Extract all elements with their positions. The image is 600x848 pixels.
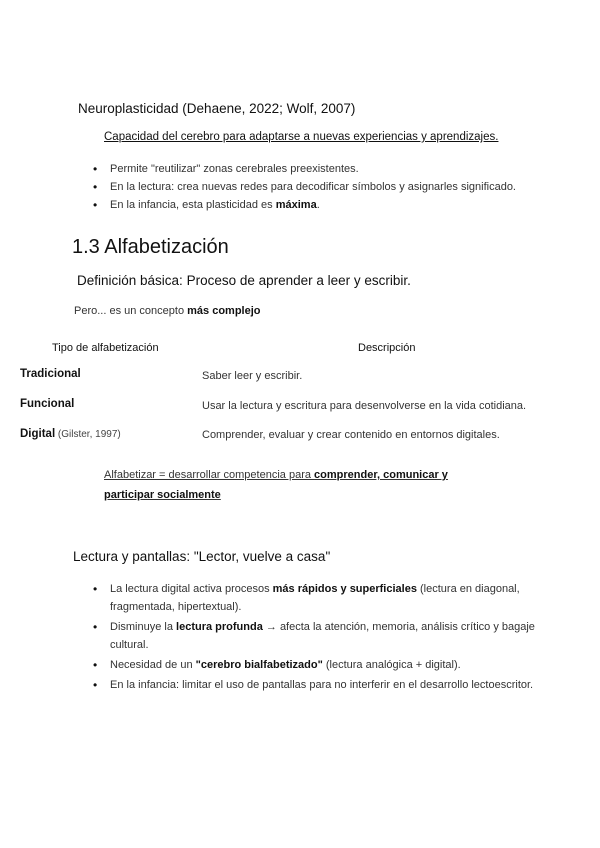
alfabetizar-note [104, 465, 484, 505]
emphasis-text: más complejo [187, 305, 261, 317]
list-item-text: Disminuye la [110, 621, 177, 633]
screens-list [90, 580, 540, 696]
screens-heading: Lectura y pantallas: "Lector, vuelve a casa" [73, 549, 331, 564]
list-item: • En la lectura: crea nuevas redes para decodificar símbolos y asignarles significado. [90, 178, 560, 196]
neuroplasticity-list [90, 160, 560, 214]
list-item-text: En la infancia, esta plasticidad es [110, 199, 276, 211]
list-item [90, 656, 540, 674]
type-label: Digital [20, 428, 56, 440]
note-text: Alfabetizar = desarrollar competencia para [104, 469, 315, 481]
list-item-text: (lectura analógica + digital). [322, 659, 461, 671]
emphasis-text: lectura profunda [176, 621, 263, 633]
list-item: • Permite "reutilizar" zonas cerebrales preexistentes. [90, 160, 560, 178]
section-heading: 1.3 Alfabetización [72, 236, 229, 258]
table-header-description: Descripción [358, 342, 416, 354]
table-row-description: Usar la lectura y escritura para desenvolverse en la vida cotidiana. [202, 400, 527, 412]
table-row-description: Comprender, evaluar y crear contenido en entornos digitales. [202, 429, 500, 441]
list-item-text: (lectura en diagonal, fragmentada, hipertextual). [110, 583, 520, 613]
definition-text: Proceso de aprender a leer y escribir. [182, 273, 411, 288]
citation: (Gilster, 1997) [55, 429, 121, 440]
emphasis-text: más rápidos y superficiales [272, 583, 417, 595]
basic-definition [77, 273, 411, 288]
list-item: • En la infancia: limitar el uso de pantallas para no interferir en el desarrollo lectoescritor. [90, 676, 540, 694]
list-item-text: . [316, 199, 320, 211]
list-item [90, 618, 540, 654]
table-row-type [20, 368, 81, 380]
emphasis-text: comprender, comunicar y participar socialmente [104, 469, 448, 501]
type-label: Funcional [20, 398, 75, 410]
table-row-type [20, 398, 74, 410]
table-header-type: Tipo de alfabetización [52, 342, 159, 354]
list-item-text: La lectura digital activa procesos [110, 583, 273, 595]
type-label: Tradicional [20, 368, 81, 380]
table-row-type [20, 428, 121, 440]
list-item [90, 196, 560, 214]
list-item-text: Necesidad de un [110, 659, 196, 671]
definition-label: Definición básica: [77, 273, 183, 288]
emphasis-text: máxima [275, 199, 317, 211]
emphasis-text: "cerebro bialfabetizado" [195, 659, 323, 671]
neuroplasticity-heading: Neuroplasticidad (Dehaene, 2022; Wolf, 2007) [78, 101, 356, 116]
list-item-text: → afecta la atención, memoria, análisis crítico y bagaje cultural. [110, 621, 535, 651]
neuroplasticity-definition: Capacidad del cerebro para adaptarse a nuevas experiencias y aprendizajes. [104, 131, 499, 143]
table-row-description: Saber leer y escribir. [202, 370, 303, 382]
complexity-note [74, 305, 261, 317]
list-item [90, 580, 540, 616]
complexity-text: Pero... es un concepto [74, 305, 188, 317]
